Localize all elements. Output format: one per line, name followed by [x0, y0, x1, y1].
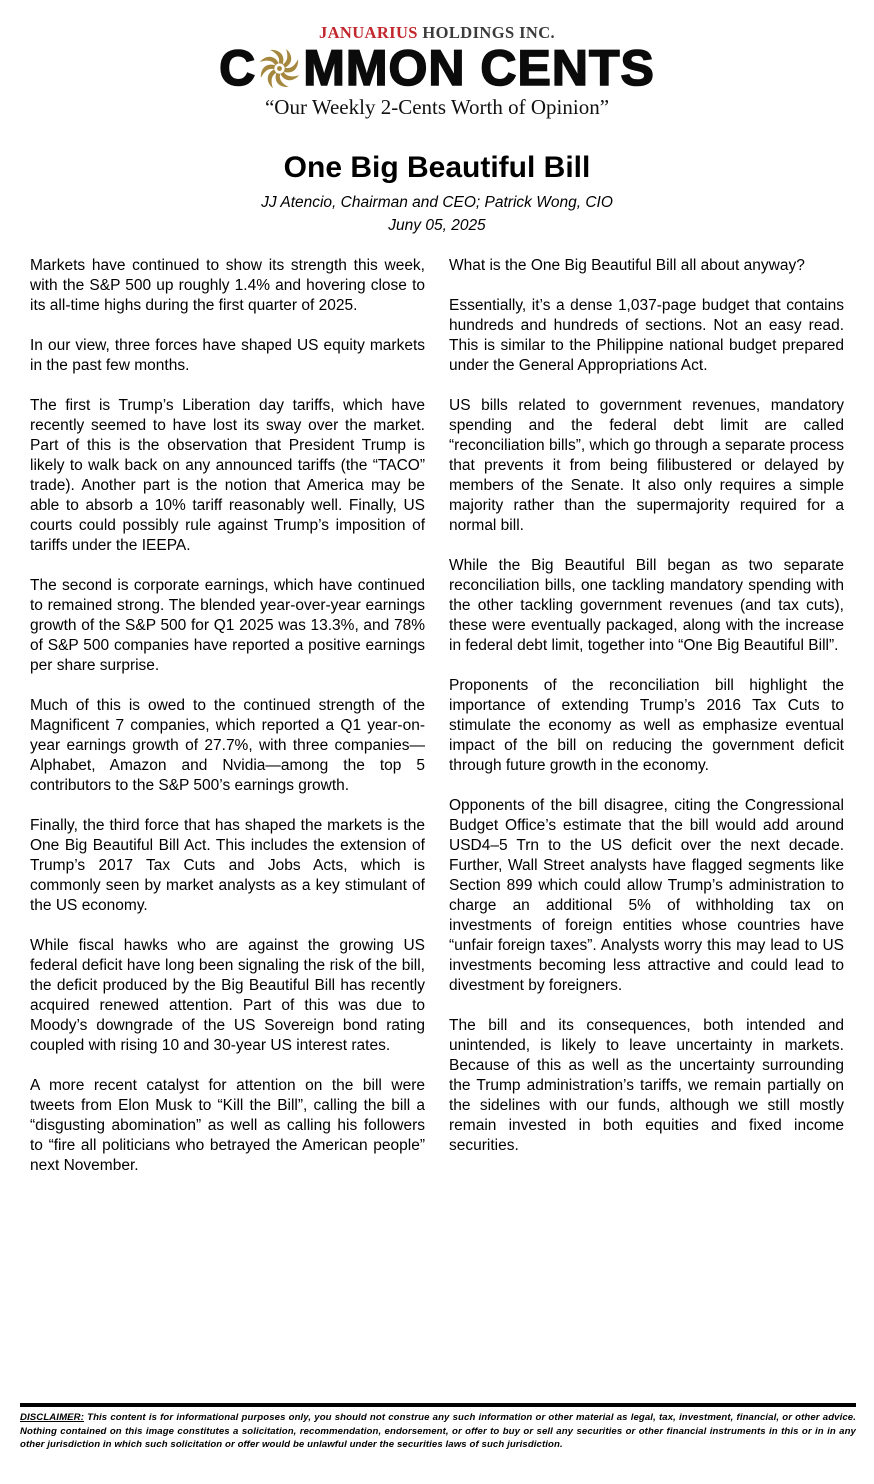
title-block: [0, 151, 874, 235]
article-body: [0, 256, 874, 1196]
body-paragraph: Opponents of the bill disagree, citing the Congressional Budget Office’s estimate that the bill would add around USD4–5 Trn to the US deficit over the next decade. Further, Wall Street analysts have flagged segments like Section 899 which could allow Trump’s administration to charge an additional 5% of withholding tax on investments of foreign entities whose countries have “unfair foreign taxes”. Analysts worry this may lead to US investments becoming less attractive and could lead to divestment by foreigners.: [449, 796, 844, 994]
tagline: “Our Weekly 2-Cents Worth of Opinion”: [264, 95, 610, 120]
article-title: One Big Beautiful Bill: [283, 151, 591, 185]
byline: JJ Atencio, Chairman and CEO; Patrick Wong, CIO: [261, 194, 613, 212]
footer: [20, 1403, 856, 1452]
body-paragraph: Proponents of the reconciliation bill highlight the importance of extending Trump’s 2016 Tax Cuts to stimulate the economy as well as emphasize eventual impact of the bill on reducing the government deficit through future growth in the economy.: [449, 676, 844, 774]
body-paragraph: In our view, three forces have shaped US equity markets in the past few months.: [30, 336, 425, 374]
masthead: [0, 0, 874, 120]
body-paragraph: A more recent catalyst for attention on the bill were tweets from Elon Musk to “Kill the Bill”, calling the bill a “disgusting abomination” as well as calling his followers to “fire all politicians who betrayed the American people” next November.: [30, 1076, 425, 1174]
body-paragraph: US bills related to government revenues, mandatory spending and the federal debt limit are called “reconciliation bills”, which go through a separate process that prevents it from being filibustered or delayed by members of the Senate. It also only requires a simple majority rather than the supermajority required for a normal bill.: [449, 396, 844, 534]
company-name-dark: HOLDINGS INC.: [417, 23, 556, 42]
dateline: Juny 05, 2025: [388, 216, 486, 234]
body-paragraph: Much of this is owed to the continued strength of the Magnificent 7 companies, which reported a Q1 year-on-year earnings growth of 27.7%, with three companies—Alphabet, Amazon and Nvidia—among the top 5 contributors to the S&P 500’s earnings growth.: [30, 696, 425, 794]
body-paragraph: The second is corporate earnings, which have continued to remained strong. The blended year-over-year earnings growth of the S&P 500 for Q1 2025 was 13.3%, and 78% of S&P 500 companies have reported a positive earnings per share surprise.: [30, 576, 425, 674]
disclaimer-text: This content is for informational purposes only, you should not construe any such information or other material as legal, tax, investment, financial, or other advice. Nothing contained on this image constitutes a solicitation, recommendation, endorsement, or offer to buy or sell any securities or other financial instruments in this or in in any other jurisdiction in which such solicitation or offer would be unlawful under the securities laws of such jurisdiction.: [20, 1412, 856, 1450]
body-paragraph: The first is Trump’s Liberation day tariffs, which have recently seemed to have lost its sway over the market. Part of this is the observation that President Trump is likely to walk back on any announced tariffs (the “TACO” trade). Another part is the notion that America may be able to absorb a 10% tariff reasonably well. Finally, US courts could possibly rule against Trump’s imposition of tariffs under the IEEPA.: [30, 396, 425, 554]
body-paragraph: What is the One Big Beautiful Bill all about anyway?: [449, 256, 805, 274]
disclaimer-label: DISCLAIMER:: [20, 1412, 84, 1423]
brand-suffix: MMON CENTS: [303, 40, 655, 97]
footer-divider: [20, 1403, 856, 1407]
pinwheel-swirl-icon: [257, 46, 302, 91]
disclaimer: [20, 1411, 856, 1452]
body-paragraph: Markets have continued to show its strength this week, with the S&P 500 up roughly 1.4% and hovering close to its all-time highs during the first quarter of 2025.: [30, 256, 425, 314]
company-name-red: JANUARIUS: [318, 23, 418, 42]
right-column: [449, 256, 844, 1196]
body-paragraph: While the Big Beautiful Bill began as two separate reconciliation bills, one tackling mandatory spending with the other tackling government revenues (and tax cuts), these were eventually packaged, along with the increase in federal debt limit, together into “One Big Beautiful Bill”.: [449, 556, 844, 654]
brand-logotype: [0, 40, 874, 97]
brand-prefix: C: [219, 40, 257, 97]
body-paragraph: Finally, the third force that has shaped the markets is the One Big Beautiful Bill Act. This includes the extension of Trump’s 2017 Tax Cuts and Jobs Acts, which is commonly seen by market analysts as a key stimulant of the US economy.: [30, 816, 425, 914]
left-column: [30, 256, 425, 1196]
body-paragraph: The bill and its consequences, both intended and unintended, is likely to leave uncertainty in markets. Because of this as well as the uncertainty surrounding the Trump administration’s tariffs, we remain partially on the sidelines with our funds, although we still mostly remain invested in both equities and fixed income securities.: [449, 1016, 844, 1154]
body-paragraph: Essentially, it’s a dense 1,037-page budget that contains hundreds and hundreds of sections. Not an easy read. This is similar to the Philippine national budget prepared under the General Appropriations Act.: [449, 296, 844, 374]
body-paragraph: While fiscal hawks who are against the growing US federal deficit have long been signaling the risk of the bill, the deficit produced by the Big Beautiful Bill has recently acquired renewed attention. Part of this was due to Moody’s downgrade of the US Sovereign bond rating coupled with rising 10 and 30-year US interest rates.: [30, 936, 425, 1054]
